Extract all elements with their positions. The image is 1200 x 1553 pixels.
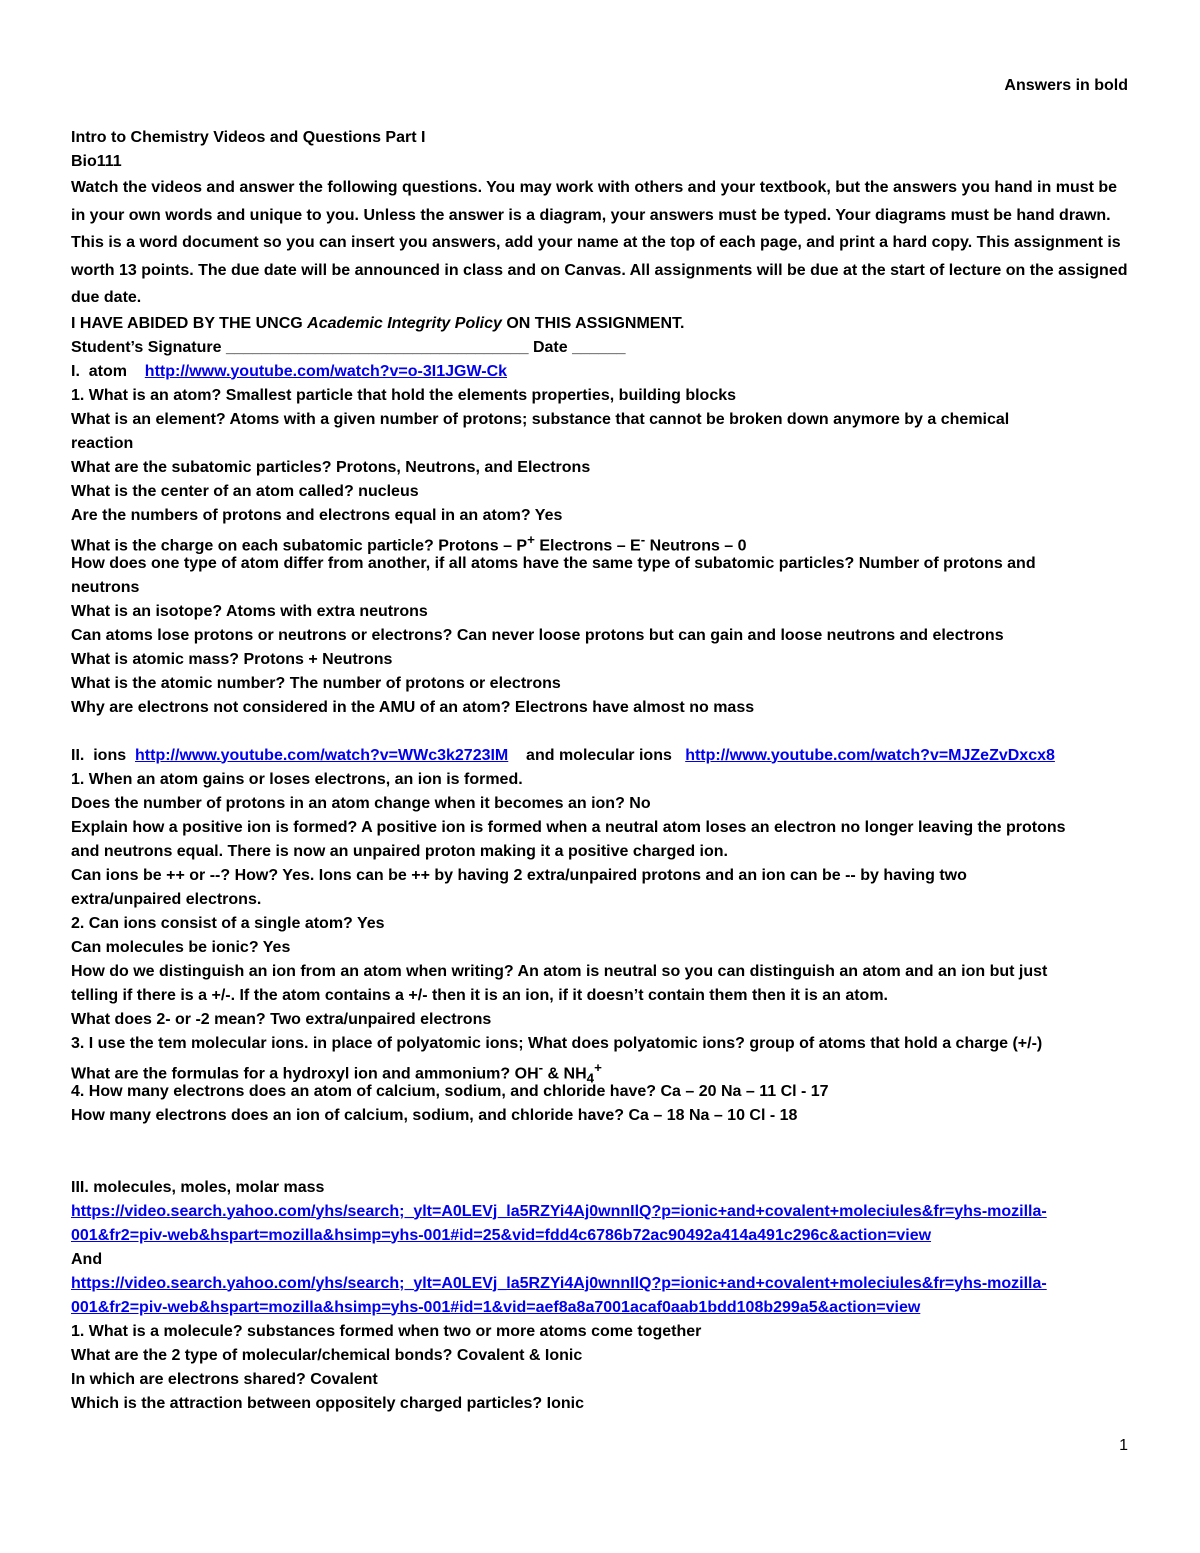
list-item: Why are electrons not considered in the AMU of an atom? Electrons have almost no mass bbox=[71, 698, 755, 716]
section-3-link-1-cont bbox=[71, 1224, 1131, 1248]
list-item: extra/unpaired electrons. bbox=[71, 890, 262, 908]
electron-charge-sup: - bbox=[640, 531, 646, 547]
integrity-suffix: ON THIS ASSIGNMENT. bbox=[501, 314, 685, 332]
and-text: And bbox=[71, 1250, 103, 1268]
section-3-link-2 bbox=[71, 1272, 1131, 1296]
list-item: What is the center of an atom called? nucleus bbox=[71, 482, 419, 500]
section-2-heading bbox=[71, 744, 1131, 768]
yahoo-video-link-1-cont[interactable]: 001&fr2=piv-web&hspart=mozilla&hsimp=yhs-001#id=25&vid=fdd4c6786b72ac90492a414a491c296c&action=view bbox=[71, 1226, 932, 1244]
hydroxyl-charge-sup: - bbox=[538, 1059, 544, 1075]
formula-text: What are the formulas for a hydroxyl ion and ammonium? OH bbox=[71, 1064, 539, 1082]
proton-charge-sup: + bbox=[527, 531, 535, 547]
document-body bbox=[71, 126, 1131, 1416]
list-item: In which are electrons shared? Covalent bbox=[71, 1370, 378, 1388]
charge-question bbox=[71, 528, 1131, 552]
ammonium-charge-sup: + bbox=[594, 1059, 602, 1075]
spacer bbox=[71, 720, 1131, 744]
charge-text: What is the charge on each subatomic particle? Protons – P bbox=[71, 536, 528, 554]
section-1-heading bbox=[71, 360, 1131, 384]
yahoo-video-link-1[interactable]: https://video.search.yahoo.com/yhs/search;_ylt=A0LEVj_la5RZYi4Aj0wnnIlQ?p=ionic+and+covalent+moleciules&fr=yhs-mozilla- bbox=[71, 1202, 1047, 1220]
list-item: telling if there is a +/-. If the atom contains a +/- then it is an ion, if it doesn’t contain them then it is an atom. bbox=[71, 986, 888, 1004]
list-item: How do we distinguish an ion from an atom when writing? An atom is neutral so you can distinguish an atom and an ion but just bbox=[71, 962, 1048, 980]
list-item: What is atomic mass? Protons + Neutrons bbox=[71, 650, 393, 668]
list-item: What are the subatomic particles? Protons, Neutrons, and Electrons bbox=[71, 458, 591, 476]
section-1-video-link[interactable]: http://www.youtube.com/watch?v=o-3I1JGW-Ck bbox=[144, 362, 508, 380]
list-item: neutrons bbox=[71, 578, 140, 596]
list-item: What does 2- or -2 mean? Two extra/unpaired electrons bbox=[71, 1010, 492, 1028]
list-item: reaction bbox=[71, 434, 134, 452]
section-3-link-1 bbox=[71, 1200, 1131, 1224]
list-item: What is an element? Atoms with a given number of protons; substance that cannot be broken down anymore by a chemical bbox=[71, 410, 1010, 428]
list-item: 1. When an atom gains or loses electrons, an ion is formed. bbox=[71, 770, 523, 788]
formula-text: & NH bbox=[543, 1064, 587, 1082]
list-item: Does the number of protons in an atom change when it becomes an ion? No bbox=[71, 794, 651, 812]
list-item: 4. How many electrons does an atom of calcium, sodium, and chloride have? Ca – 20 Na – 11 Cl - 17 bbox=[71, 1082, 829, 1100]
list-item: How does one type of atom differ from another, if all atoms have the same type of subatomic particles? Number of protons and bbox=[71, 554, 1036, 572]
instructions-paragraph: Watch the videos and answer the following questions. You may work with others and your textbook, but the answers you hand in must be in your own words and unique to you. Unless the answer is a diagram, your answers must be typed. Your diagrams must be hand drawn. This is a word document so you can insert you answers, add your name at the top of each page, and print a hard copy. This assignment is worth 13 points. The due date will be announced in class and on Canvas. All assignments will be due at the start of lecture on the assigned due date. bbox=[71, 179, 1128, 306]
integrity-statement bbox=[71, 312, 1131, 336]
list-item: 1. What is an atom? Smallest particle that hold the elements properties, building blocks bbox=[71, 386, 737, 404]
charge-text: Neutrons – 0 bbox=[645, 536, 747, 554]
signature-line: Student’s Signature __________________________________ Date ______ bbox=[71, 338, 626, 356]
section-1-title: I. atom bbox=[71, 362, 145, 380]
section-2-ions-link[interactable]: http://www.youtube.com/watch?v=WWc3k2723IM bbox=[135, 746, 509, 764]
list-item: 3. I use the tem molecular ions. in place of polyatomic ions; What does polyatomic ions? group of atoms that hold a charge (+/-) bbox=[71, 1034, 1043, 1052]
ammonium-subscript: 4 bbox=[586, 1070, 595, 1086]
section-2-mid: and molecular ions bbox=[508, 746, 686, 764]
page-number: 1 bbox=[1119, 1437, 1128, 1454]
list-item: 1. What is a molecule? substances formed when two or more atoms come together bbox=[71, 1322, 702, 1340]
list-item: What is an isotope? Atoms with extra neutrons bbox=[71, 602, 428, 620]
charge-text: Electrons – E bbox=[534, 536, 641, 554]
list-item: Which is the attraction between oppositely charged particles? Ionic bbox=[71, 1394, 584, 1412]
section-2-molecular-ions-link[interactable]: http://www.youtube.com/watch?v=MJZeZvDxcx8 bbox=[685, 746, 1055, 764]
list-item: and neutrons equal. There is now an unpaired proton making it a positive charged ion. bbox=[71, 842, 728, 860]
list-item: Can atoms lose protons or neutrons or electrons? Can never loose protons but can gain and loose neutrons and electrons bbox=[71, 626, 1004, 644]
integrity-policy: Academic Integrity Policy bbox=[307, 314, 502, 332]
spacer bbox=[71, 1128, 1131, 1176]
course-code: Bio111 bbox=[71, 153, 122, 170]
list-item: 2. Can ions consist of a single atom? Yes bbox=[71, 914, 385, 932]
section-3-heading: III. molecules, moles, molar mass bbox=[71, 1178, 325, 1196]
list-item: What is the atomic number? The number of protons or electrons bbox=[71, 674, 561, 692]
list-item: Can ions be ++ or --? How? Yes. Ions can be ++ by having 2 extra/unpaired protons and an ion can be -- by having two bbox=[71, 866, 967, 884]
list-item: What are the 2 type of molecular/chemical bonds? Covalent & Ionic bbox=[71, 1346, 583, 1364]
yahoo-video-link-2[interactable]: https://video.search.yahoo.com/yhs/search;_ylt=A0LEVj_la5RZYi4Aj0wnnIlQ?p=ionic+and+covalent+moleciules&fr=yhs-mozilla- bbox=[71, 1274, 1047, 1292]
formula-question bbox=[71, 1056, 1131, 1086]
section-3-link-2-cont bbox=[71, 1296, 1131, 1320]
document-title: Intro to Chemistry Videos and Questions Part I bbox=[71, 129, 426, 146]
answers-in-bold-note: Answers in bold bbox=[1004, 77, 1128, 94]
list-item: Are the numbers of protons and electrons equal in an atom? Yes bbox=[71, 506, 563, 524]
list-item: Explain how a positive ion is formed? A positive ion is formed when a neutral atom loses an electron no longer leaving the protons bbox=[71, 818, 1066, 836]
integrity-prefix: I HAVE ABIDED BY THE UNCG bbox=[71, 314, 308, 332]
list-item: Can molecules be ionic? Yes bbox=[71, 938, 291, 956]
yahoo-video-link-2-cont[interactable]: 001&fr2=piv-web&hspart=mozilla&hsimp=yhs-001#id=1&vid=aef8a8a7001acaf0aab1bdd108b299a5&action=view bbox=[71, 1298, 921, 1316]
section-2-title: II. ions bbox=[71, 746, 136, 764]
list-item: How many electrons does an ion of calcium, sodium, and chloride have? Ca – 18 Na – 10 Cl - 18 bbox=[71, 1106, 798, 1124]
